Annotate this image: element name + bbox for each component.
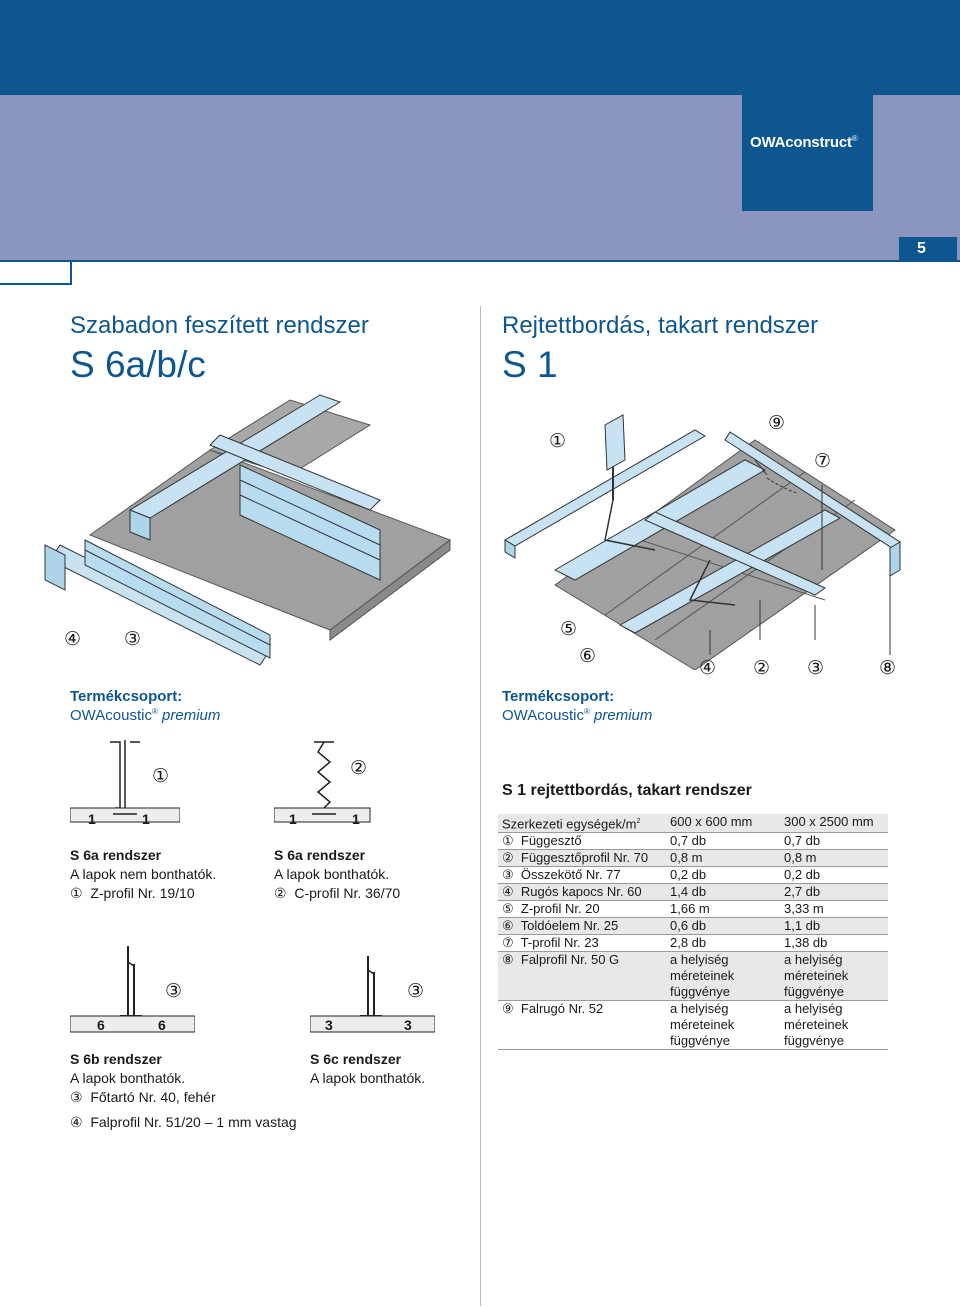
detail-s6c-caption: S 6c rendszer A lapok bonthatók. xyxy=(310,1051,426,1086)
spec-value-600x600: 0,2 db xyxy=(666,867,780,884)
detail-s6a-c-callout: ② xyxy=(350,758,368,779)
spec-row xyxy=(498,901,888,918)
spec-item-name: ⑧ Falprofil Nr. 50 G xyxy=(498,952,666,1001)
spec-item-name: ⑥ Toldóelem Nr. 25 xyxy=(498,918,666,935)
spec-item-name: ⑨ Falrugó Nr. 52 xyxy=(498,1001,666,1050)
spec-value-600x600: a helyiség méreteinek függvénye xyxy=(666,1001,780,1050)
board-label: 6 xyxy=(158,1017,166,1033)
spec-item-name: ⑤ Z-profil Nr. 20 xyxy=(498,901,666,918)
detail-s6b-callout: ③ xyxy=(165,981,183,1002)
callout-9: ⑨ xyxy=(768,413,786,434)
spec-item-name: ① Függesztő xyxy=(498,833,666,850)
spec-value-300x2500: 1,1 db xyxy=(780,918,888,935)
spec-header-cell: 600 x 600 mm xyxy=(666,814,780,833)
spec-table-title: S 1 rejtettbordás, takart rendszer xyxy=(502,782,752,799)
item-number: ② xyxy=(274,885,287,901)
detail-s6b-item2: ④ Falprofil Nr. 51/20 – 1 mm vastag xyxy=(70,1114,297,1130)
spec-header-cell: 300 x 2500 mm xyxy=(780,814,888,833)
spec-value-300x2500: 3,33 m xyxy=(780,901,888,918)
spec-row xyxy=(498,867,888,884)
spec-item-name: ③ Összekötő Nr. 77 xyxy=(498,867,666,884)
callout-7: ⑦ xyxy=(814,451,832,472)
callout-2: ② xyxy=(753,658,771,679)
s6-system-illustration xyxy=(40,390,480,670)
page-number-box xyxy=(899,237,957,262)
spec-row xyxy=(498,850,888,867)
board-label: 1 xyxy=(289,811,297,827)
spec-row xyxy=(498,884,888,901)
callout-4: ④ xyxy=(64,629,82,650)
callout-8: ⑧ xyxy=(879,658,897,679)
item-number: ③ xyxy=(70,1089,83,1105)
spec-row xyxy=(498,935,888,952)
spec-header-cell: Szerkezeti egységek/$m^2$ xyxy=(498,814,666,833)
board-label: 1 xyxy=(142,811,150,827)
spec-value-300x2500: 0,8 m xyxy=(780,850,888,867)
right-product-group-label: Termékcsoport: xyxy=(502,688,615,705)
right-subtitle: Rejtettbordás, takart rendszer xyxy=(502,312,819,339)
callout-6: ⑥ xyxy=(579,646,597,667)
spec-row xyxy=(498,1001,888,1050)
spec-item-name: ② Függesztőprofil Nr. 70 xyxy=(498,850,666,867)
board-label: 1 xyxy=(352,811,360,827)
board-label: 3 xyxy=(325,1017,333,1033)
spec-header-row xyxy=(498,814,888,833)
spec-value-300x2500: 0,7 db xyxy=(780,833,888,850)
item-number: ④ xyxy=(70,1114,83,1130)
callout-5: ⑤ xyxy=(560,619,578,640)
brand-logo: OWAconstruct® xyxy=(750,134,858,151)
spec-row xyxy=(498,952,888,1001)
spec-value-300x2500: 2,7 db xyxy=(780,884,888,901)
detail-s6c-callout: ③ xyxy=(407,981,425,1002)
detail-s6a-callout: ① xyxy=(152,766,170,787)
spec-item-name: ④ Rugós kapocs Nr. 60 xyxy=(498,884,666,901)
board-label: 3 xyxy=(404,1017,412,1033)
spec-value-600x600: 2,8 db xyxy=(666,935,780,952)
header-band-line xyxy=(0,260,960,262)
callout-3: ③ xyxy=(124,629,142,650)
detail-s6a-caption: S 6a rendszer A lapok nem bonthatók. ① Z-profil Nr. 19/10 xyxy=(70,847,217,901)
spec-value-600x600: a helyiség méreteinek függvénye xyxy=(666,952,780,1001)
header-hook-line xyxy=(0,283,72,285)
board-label: 6 xyxy=(97,1017,105,1033)
spec-value-300x2500: a helyiség méreteinek függvénye xyxy=(780,952,888,1001)
detail-s6a-c-caption: S 6a rendszer A lapok bonthatók. ② C-profil Nr. 36/70 xyxy=(274,847,401,901)
callout-1: ① xyxy=(549,431,567,452)
callout-4: ④ xyxy=(699,658,717,679)
left-title: S 6a/b/c xyxy=(70,344,206,385)
spec-item-name: ⑦ T-profil Nr. 23 xyxy=(498,935,666,952)
spec-value-300x2500: 0,2 db xyxy=(780,867,888,884)
left-product-group-label: Termékcsoport: xyxy=(70,688,183,705)
page-number: 5 xyxy=(917,240,926,257)
right-title: S 1 xyxy=(502,344,558,385)
detail-s6b-caption: S 6b rendszer A lapok bonthatók. ③ Főtartó Nr. 40, fehér xyxy=(70,1051,216,1105)
callout-3: ③ xyxy=(807,658,825,679)
spec-value-300x2500: 1,38 db xyxy=(780,935,888,952)
spec-value-600x600: 0,7 db xyxy=(666,833,780,850)
board-label: 1 xyxy=(88,811,96,827)
left-product-group-value: OWAcoustic® premium xyxy=(70,707,221,724)
spec-table xyxy=(498,814,888,1050)
spec-value-600x600: 0,8 m xyxy=(666,850,780,867)
item-number: ① xyxy=(70,885,83,901)
left-subtitle: Szabadon feszített rendszer xyxy=(70,312,369,339)
spec-value-600x600: 1,66 m xyxy=(666,901,780,918)
spec-row xyxy=(498,833,888,850)
spec-value-600x600: 1,4 db xyxy=(666,884,780,901)
column-divider xyxy=(480,306,481,1306)
spec-value-300x2500: a helyiség méreteinek függvénye xyxy=(780,1001,888,1050)
header-hook xyxy=(70,262,72,285)
right-product-group-value: OWAcoustic® premium xyxy=(502,707,653,724)
spec-value-600x600: 0,6 db xyxy=(666,918,780,935)
spec-row xyxy=(498,918,888,935)
